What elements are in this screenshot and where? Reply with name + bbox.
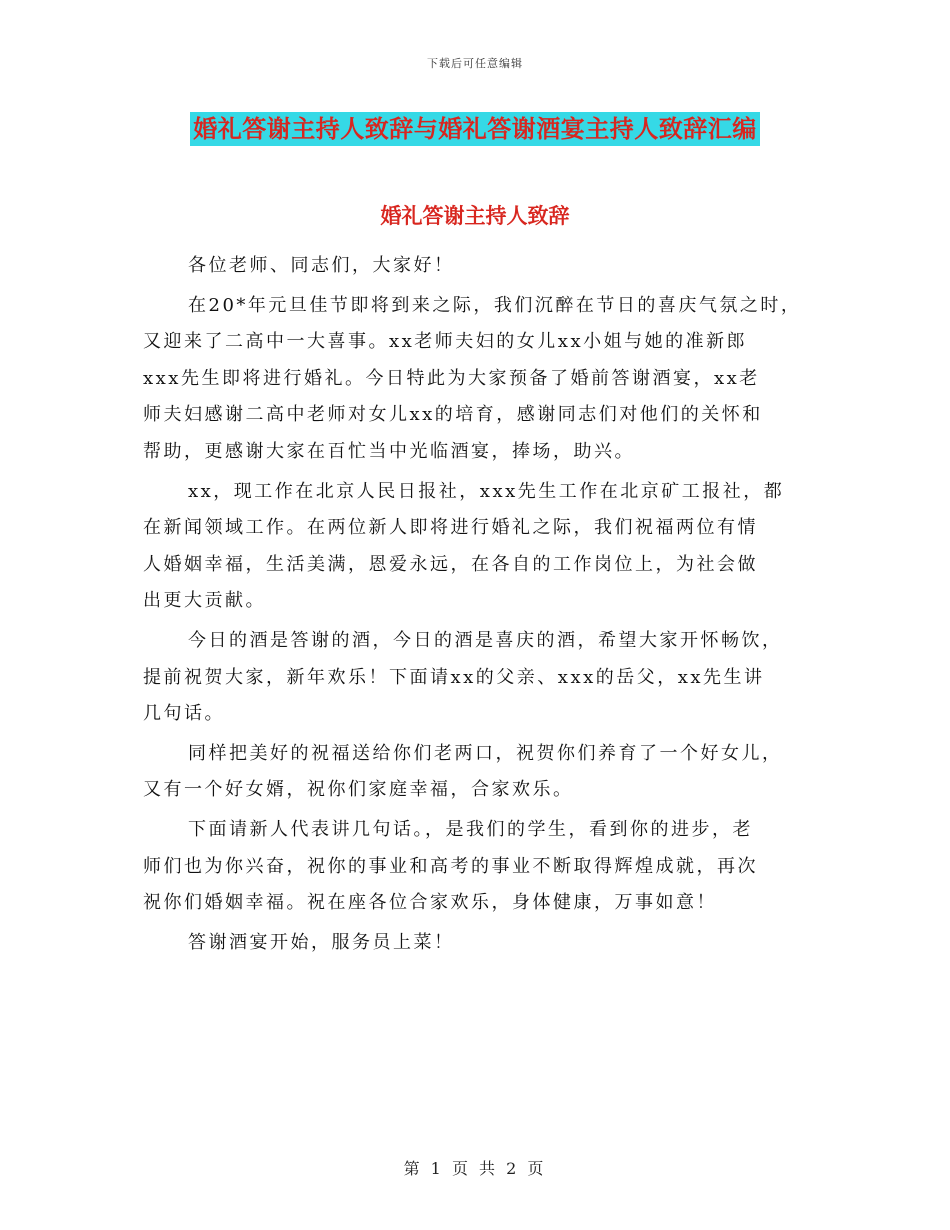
paragraph-line: 同样把美好的祝福送给你们老两口，祝贺你们养育了一个好女儿， [188, 742, 783, 764]
body-text [143, 248, 833, 961]
page-footer: 第 1 页 共 2 页 [403, 1159, 547, 1178]
paragraph [143, 288, 833, 471]
paragraph-line: 人婚姻幸福，生活美满，恩爱永远，在各自的工作岗位上，为社会做 [143, 553, 758, 575]
paragraph-line: 各位老师、同志们，大家好！ [188, 255, 455, 276]
paragraph [143, 248, 833, 285]
paragraph-line: 下面请新人代表讲几句话。，是我们的学生，看到你的进步，老 [188, 818, 753, 840]
paragraph-line: 出更大贡献。 [143, 590, 266, 612]
paragraph-line: xxx先生即将进行婚礼。今日特此为大家预备了婚前答谢酒宴，xx老 [143, 367, 760, 389]
paragraph-line: 今日的酒是答谢的酒，今日的酒是喜庆的酒，希望大家开怀畅饮， [188, 629, 783, 651]
paragraph-line: 在20*年元旦佳节即将到来之际，我们沉醉在节日的喜庆气氛之时， [188, 294, 802, 316]
paragraph-line: 帮助，更感谢大家在百忙当中光临酒宴，捧场，助兴。 [143, 440, 635, 462]
paragraph [143, 474, 833, 620]
paragraph [143, 812, 833, 922]
paragraph [143, 623, 833, 733]
paragraph-line: 又有一个好女婿，祝你们家庭幸福，合家欢乐。 [143, 779, 574, 801]
paragraph-line: 祝你们婚姻幸福。祝在座各位合家欢乐，身体健康，万事如意！ [143, 892, 717, 914]
paragraph [143, 736, 833, 809]
paragraph-line: 答谢酒宴开始，服务员上菜！ [188, 931, 455, 953]
paragraph-line: 提前祝贺大家，新年欢乐！下面请xx的父亲、xxx的岳父，xx先生讲 [143, 666, 765, 688]
header-note: 下载后可任意编辑 [427, 57, 523, 70]
paragraph-line: 几句话。 [143, 703, 225, 725]
paragraph-line: 师们也为你兴奋，祝你的事业和高考的事业不断取得辉煌成就，再次 [143, 855, 758, 877]
paragraph-line: 又迎来了二高中一大喜事。xx老师夫妇的女儿xx小姐与她的准新郎 [143, 331, 748, 353]
paragraph-line: xx，现工作在北京人民日报社，xxx先生工作在北京矿工报社，都 [188, 480, 785, 502]
main-title-wrap [0, 112, 950, 146]
main-title: 婚礼答谢主持人致辞与婚礼答谢酒宴主持人致辞汇编 [190, 112, 760, 146]
paragraph-line: 师夫妇感谢二高中老师对女儿xx的培育，感谢同志们对他们的关怀和 [143, 404, 763, 426]
section-title: 婚礼答谢主持人致辞 [380, 203, 570, 228]
paragraph [143, 925, 833, 962]
paragraph-line: 在新闻领域工作。在两位新人即将进行婚礼之际，我们祝福两位有情 [143, 517, 758, 539]
